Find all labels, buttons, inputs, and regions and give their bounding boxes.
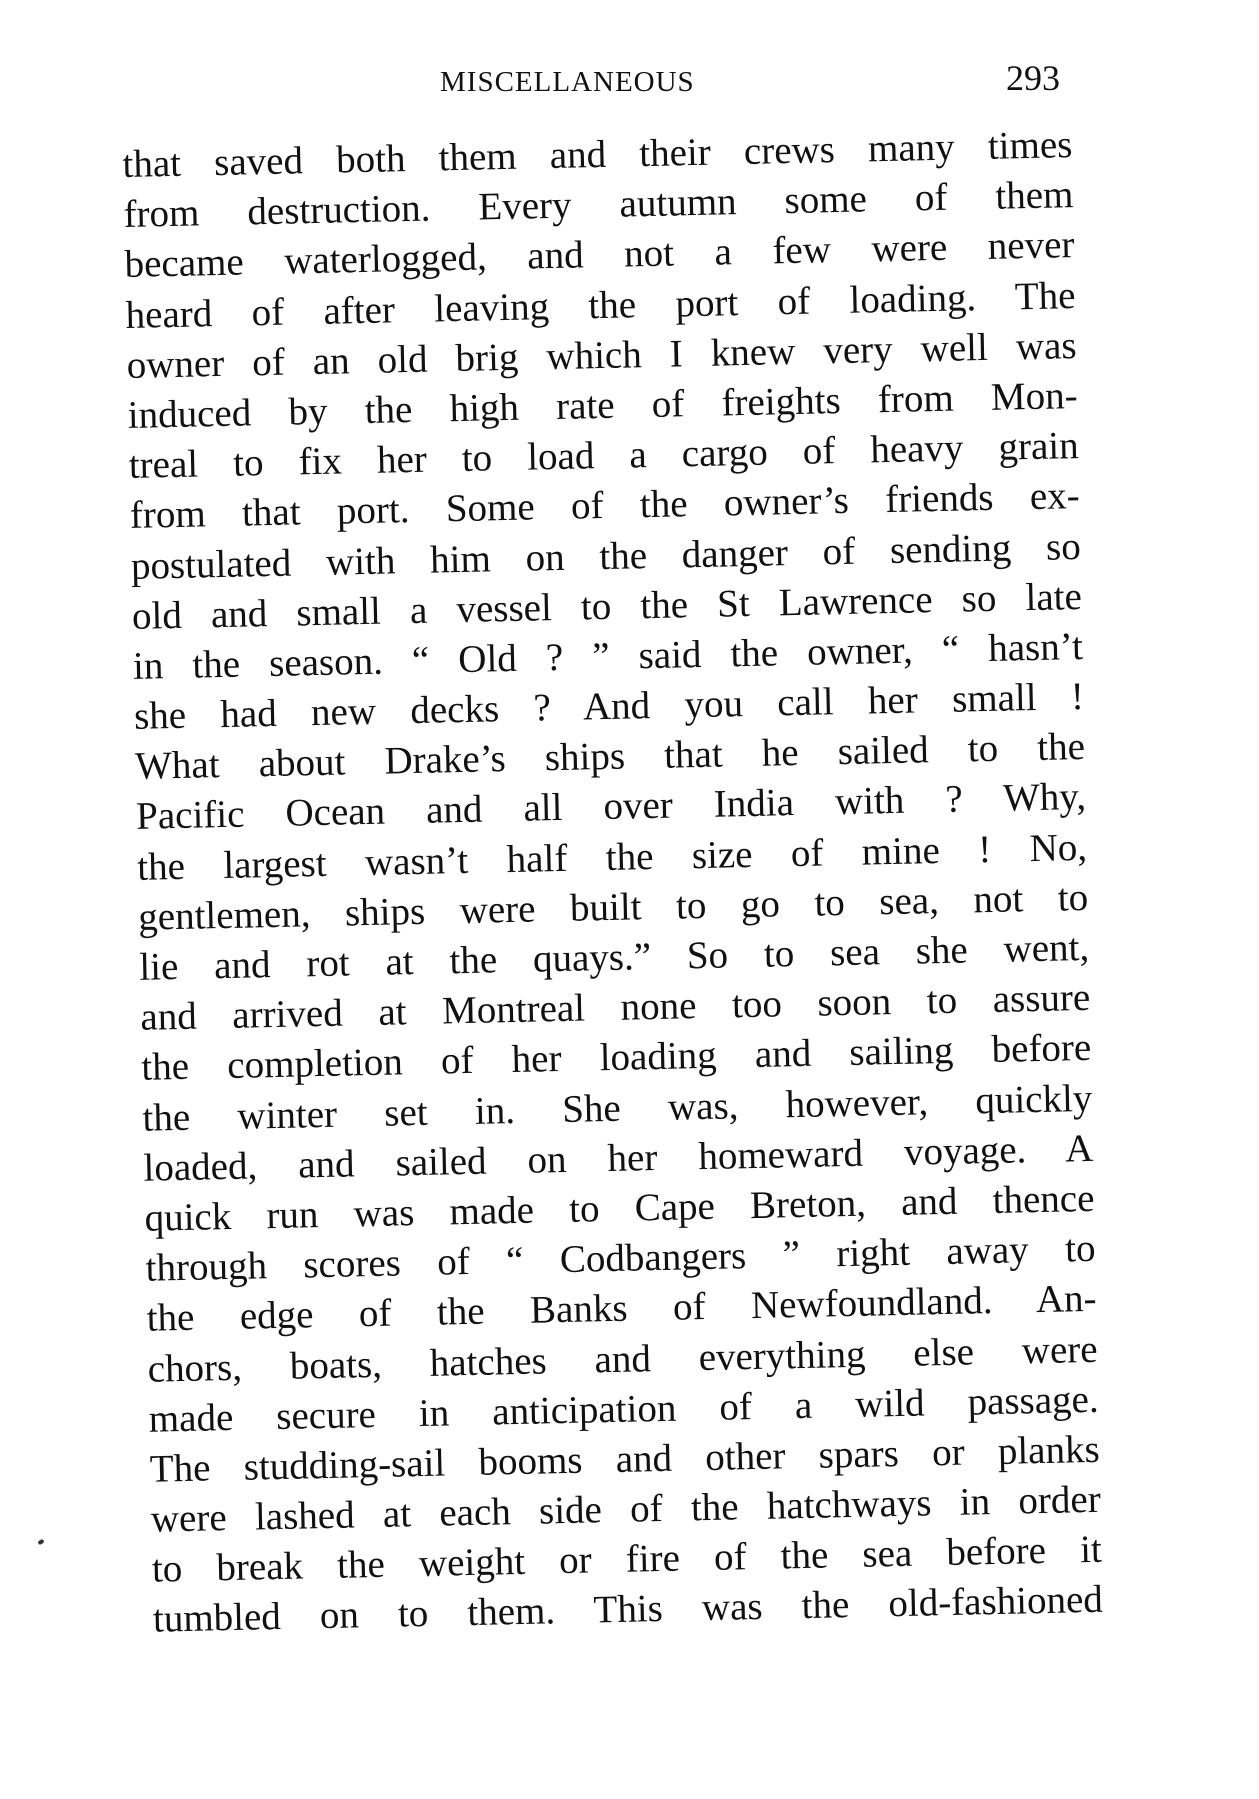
- text-line: quick run was made to Cape Breton, and thence: [144, 1176, 1095, 1240]
- text-line: became waterlogged, and not a few were never: [124, 223, 1075, 287]
- text-line: to break the weight or fire of the sea before it: [151, 1528, 1103, 1591]
- text-line: the edge of the Banks of Newfoundland. An-: [146, 1277, 1097, 1341]
- page-number: 293: [1006, 58, 1060, 98]
- text-line: postulated with him on the danger of sending so: [130, 524, 1082, 588]
- text-line: she had new decks ? And you call her small !: [133, 675, 1085, 738]
- text-line: induced by the high rate of freights from Mon-: [127, 373, 1079, 437]
- text-line: old and small a vessel to the St Lawrence so late: [131, 574, 1083, 638]
- text-line: gentlemen, ships were built to go to sea, not to: [137, 875, 1089, 939]
- text-line: in the season. “ Old ? ” said the owner, “ hasn’t: [132, 624, 1084, 688]
- running-head: [120, 58, 1070, 102]
- stray-ink-mark: [37, 1539, 44, 1545]
- text-line: Pacific Ocean and all over India with ? Why,: [135, 775, 1087, 839]
- text-line: were lashed at each side of the hatchways in order: [150, 1477, 1102, 1541]
- body-text: [122, 120, 1103, 1645]
- text-line: through scores of “ Codbangers ” right away to: [145, 1226, 1096, 1290]
- text-line: that saved both them and their crews many times: [122, 123, 1073, 186]
- text-line: from that port. Some of the owner’s friends ex-: [129, 474, 1081, 538]
- text-line: treal to fix her to load a cargo of heavy grain: [128, 424, 1080, 488]
- text-line: made secure in anticipation of a wild passage.: [148, 1377, 1100, 1441]
- running-title: MISCELLANEOUS: [440, 66, 695, 98]
- text-line: heard of after leaving the port of loading. The: [125, 273, 1076, 337]
- text-line: and arrived at Montreal none too soon to assure: [139, 976, 1091, 1039]
- text-line: The studding-sail booms and other spars or planks: [149, 1427, 1101, 1491]
- text-line: loaded, and sailed on her homeward voyage. A: [143, 1126, 1094, 1190]
- text-line: the completion of her loading and sailing before: [140, 1026, 1092, 1090]
- text-line: owner of an old brig which I knew very well was: [126, 323, 1077, 387]
- text-line: the winter set in. She was, however, quickly: [142, 1076, 1093, 1140]
- text-line: What about Drake’s ships that he sailed to the: [134, 725, 1086, 789]
- text-line: the largest wasn’t half the size of mine ! No,: [136, 825, 1088, 889]
- text-line: tumbled on to them. This was the old-fashioned: [152, 1578, 1104, 1642]
- text-line: from destruction. Every autumn some of them: [123, 173, 1074, 237]
- text-line: lie and rot at the quays.” So to sea she went,: [138, 925, 1090, 989]
- text-line: chors, boats, hatches and everything else were: [147, 1327, 1098, 1391]
